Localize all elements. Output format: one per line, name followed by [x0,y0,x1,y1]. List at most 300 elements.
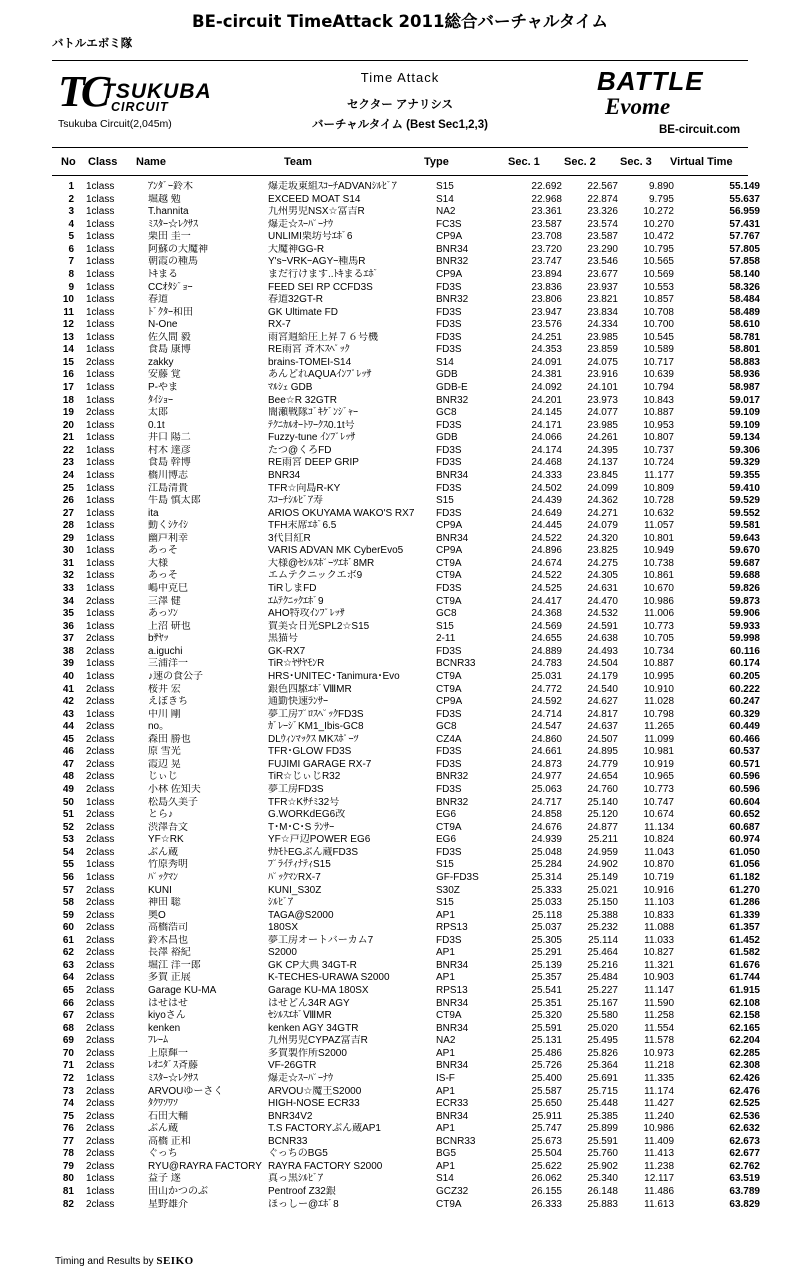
cell-sec3: 10.565 [643,256,674,268]
table-row [52,721,760,734]
cell-sec1: 24.674 [531,557,562,569]
cell-sec1: 24.445 [531,520,562,532]
cell-type: CP9A [436,696,463,708]
cell-team: 3代目紅R [268,532,311,544]
table-row [52,319,760,332]
cell-type: RPS13 [436,922,468,934]
cell-virtual-time: 61.270 [729,884,760,896]
cell-sec3: 10.887 [643,658,674,670]
cell-sec1: 24.522 [531,570,562,582]
cell-sec3: 10.670 [643,583,674,594]
cell-type: FD3S [436,344,462,356]
cell-no: 82 [62,1198,74,1210]
cell-team: KUNI_S30Z [268,884,322,896]
table-row [52,897,760,910]
cell-name: ぐっち [148,1148,178,1160]
table-header-rule [52,175,748,176]
cell-sec3: 10.794 [643,382,674,393]
cell-name: ♪速の食公子 [148,670,203,682]
table-row [52,1199,760,1212]
cell-type: FD3S [436,482,462,494]
cell-sec2: 25.114 [588,934,618,946]
cell-class: 1class [86,859,115,871]
cell-type: BNR34 [436,532,469,544]
cell-sec2: 23.985 [587,331,618,343]
table-row [52,596,760,609]
cell-virtual-time: 61.915 [729,985,760,996]
table-row [52,533,760,546]
table-row [52,520,760,533]
cell-sec2: 23.859 [587,344,618,356]
table-row [52,834,760,847]
table-row [52,369,760,382]
cell-class: 1class [86,658,115,670]
cell-sec1: 24.714 [531,708,562,720]
cell-class: 1class [86,432,115,444]
cell-sec3: 11.409 [644,1135,674,1147]
header-rule [52,60,748,61]
cell-name: 橋川博志 [148,469,188,481]
cell-name: 渋澤吾文 [148,821,188,833]
cell-virtual-time: 59.134 [729,432,760,444]
cell-virtual-time: 56.959 [729,206,760,218]
cell-team: 大様@ｾｼﾙｽﾎﾟｰﾂｴﾎﾞ8MR [268,557,375,569]
cell-name: ﾐｽﾀｰ☆ﾚｸｻｽ [148,218,198,230]
cell-virtual-time: 58.936 [729,369,760,381]
table-row [52,1098,760,1111]
cell-no: 77 [62,1135,74,1147]
table-row [52,470,760,483]
cell-type: S15 [436,495,454,507]
cell-virtual-time: 60.466 [729,733,760,745]
cell-name: a.iguchi [148,645,183,657]
cell-sec3: 10.973 [643,1047,674,1059]
cell-sec1: 24.858 [531,809,562,821]
cell-no: 24 [62,469,74,481]
cell-no: 71 [62,1060,74,1072]
cell-no: 30 [62,545,74,557]
table-row [52,382,760,395]
table-row [52,985,760,998]
cell-class: 1class [86,469,115,481]
cell-type: CT9A [436,557,462,569]
col-virtual-time: Virtual Time [670,156,733,168]
cell-sec2: 25.149 [587,871,618,883]
cell-no: 81 [62,1186,74,1197]
cell-name: じぃじ [148,771,178,783]
cell-no: 12 [62,319,74,331]
cell-type: FD3S [436,457,462,469]
cell-no: 49 [62,784,74,795]
cell-sec1: 24.939 [531,834,562,846]
cell-sec3: 11.321 [644,959,674,971]
cell-class: 1class [86,545,115,557]
table-row [52,1023,760,1036]
cell-class: 2class [86,1160,115,1172]
cell-virtual-time: 58.987 [729,382,760,393]
cell-name: 高橋 正和 [148,1135,191,1147]
cell-name: とら♪ [148,809,173,821]
table-row [52,1060,760,1073]
cell-sec1: 23.576 [531,319,562,331]
cell-type: BNR34 [436,243,469,255]
cell-sec3: 10.809 [643,482,674,494]
cell-no: 70 [62,1047,74,1059]
cell-virtual-time: 63.789 [729,1186,760,1197]
cell-virtual-time: 62.285 [729,1047,760,1059]
cell-name: ﾀｸﾜｿﾜｿ [148,1098,178,1110]
table-row [52,671,760,684]
cell-no: 34 [62,595,74,607]
cell-type: IS-F [436,1072,455,1084]
table-row [52,1035,760,1048]
cell-no: 20 [62,419,74,431]
cell-virtual-time: 62.677 [729,1148,760,1160]
battle-evome-logo [595,66,745,142]
cell-sec3: 10.795 [643,243,674,255]
table-row [52,1136,760,1149]
cell-name: 堀江 洋一郎 [148,959,201,971]
cell-no: 66 [62,997,74,1009]
cell-type: GC8 [436,608,457,620]
table-row [52,194,760,207]
cell-no: 69 [62,1035,74,1047]
cell-team: ｽｺｰﾁｼﾙﾋﾞｱ寿 [268,495,323,507]
cell-class: 2class [86,997,115,1009]
cell-name: T.hannita [148,206,189,218]
cell-virtual-time: 59.306 [729,444,760,456]
cell-team: 真っ黒ｼﾙﾋﾞｱ [268,1173,323,1185]
cell-no: 59 [62,909,74,921]
cell-virtual-time: 57.805 [729,243,760,255]
cell-sec1: 22.692 [531,181,562,192]
cell-type: AP1 [436,1160,455,1172]
cell-sec2: 23.587 [587,231,618,243]
cell-team: TAGA@S2000 [268,909,334,921]
cell-sec3: 10.995 [643,670,674,682]
cell-type: AP1 [436,909,455,921]
cell-name: 動くｼｹｲｼ [148,520,188,532]
cell-name: zakky [148,356,174,368]
cell-type: CT9A [436,595,462,607]
cell-name: ﾊﾟｯｸﾏﾝ [148,871,178,883]
cell-name: no｡ [148,721,165,733]
cell-sec3: 10.545 [643,331,674,343]
cell-sec3: 11.554 [644,1022,674,1034]
cell-name: 竹原秀明 [148,859,188,871]
cell-name: 霞辺 晃 [148,758,181,770]
cell-no: 9 [68,281,74,293]
cell-virtual-time: 62.108 [729,997,760,1009]
cell-team: TiR☆ﾔｻﾔﾓﾝR [268,658,325,670]
cell-type: BNR32 [436,394,469,406]
cell-name: 小林 佐知夫 [148,784,201,795]
cell-sec1: 24.417 [531,595,562,607]
cell-type: NA2 [436,206,456,218]
cell-virtual-time: 61.744 [729,972,760,984]
cell-sec3: 11.177 [644,469,674,481]
cell-virtual-time: 58.801 [729,344,760,356]
cell-name: 中川 剛 [148,708,181,720]
cell-sec2: 23.677 [587,268,618,280]
cell-class: 1class [86,181,115,192]
cell-virtual-time: 60.571 [729,758,760,770]
cell-class: 1class [86,507,115,519]
cell-virtual-time: 59.109 [729,419,760,431]
cell-virtual-time: 60.116 [729,645,760,657]
cell-sec3: 10.887 [643,407,674,419]
table-row [52,847,760,860]
cell-class: 2class [86,784,115,795]
col-type: Type [424,156,449,168]
table-row [52,608,760,621]
cell-type: CP9A [436,231,463,243]
cell-class: 2class [86,1098,115,1110]
cell-sec2: 24.079 [587,520,618,532]
table-row [52,558,760,571]
cell-class: 1class [86,268,115,280]
table-row [52,709,760,722]
cell-team: K-TECHES-URAWA S2000 [268,972,390,984]
cell-class: 1class [86,419,115,431]
cell-type: GC8 [436,721,457,733]
table-row [52,1173,760,1186]
cell-team: TiR☆じぃじR32 [268,771,341,783]
cell-sec1: 25.587 [531,1085,562,1097]
cell-type: NA2 [436,1035,456,1047]
cell-sec3: 10.919 [643,758,674,770]
cell-sec1: 26.333 [531,1198,562,1210]
cell-no: 63 [62,959,74,971]
cell-sec2: 24.271 [587,507,618,519]
cell-team: 多賀製作所S2000 [268,1047,347,1059]
cell-sec3: 11.028 [644,696,674,708]
cell-sec2: 26.148 [587,1186,618,1197]
cell-no: 4 [68,218,74,230]
cell-class: 2class [86,922,115,934]
cell-virtual-time: 61.452 [729,934,760,946]
cell-sec2: 24.137 [587,457,618,469]
cell-type: S14 [436,193,454,205]
cell-class: 1class [86,457,115,469]
cell-no: 1 [68,181,74,192]
cell-sec2: 24.362 [587,495,618,507]
cell-class: 2class [86,809,115,821]
cell-sec1: 24.889 [531,645,562,657]
cell-team: S2000 [268,947,297,959]
cell-no: 43 [62,708,74,720]
cell-sec2: 25.591 [587,1135,618,1147]
cell-sec2: 24.334 [587,319,618,331]
cell-sec3: 10.553 [643,281,674,293]
footer-text: Timing and Results by [55,1256,154,1267]
table-row [52,746,760,759]
cell-class: 1class [86,256,115,268]
cell-sec2: 25.020 [587,1022,618,1034]
cell-sec2: 24.591 [587,620,618,632]
cell-sec1: 24.333 [531,469,562,481]
cell-class: 2class [86,821,115,833]
cell-type: EG6 [436,834,457,846]
cell-team: TFR☆向島R-KY [268,482,341,494]
cell-sec1: 24.873 [531,758,562,770]
cell-name: 牛島 慎太郎 [148,495,201,507]
cell-sec1: 25.118 [532,909,562,921]
cell-sec2: 23.985 [587,419,618,431]
cell-sec1: 23.708 [531,231,562,243]
cell-sec3: 10.798 [643,708,674,720]
cell-type: BNR32 [436,796,469,808]
cell-no: 14 [62,344,74,356]
cell-sec2: 24.637 [587,721,618,733]
table-row [52,621,760,634]
cell-sec1: 25.139 [531,959,562,971]
cell-class: 2class [86,846,115,858]
cell-type: FD3S [436,934,462,946]
cell-sec1: 25.333 [531,884,562,896]
cell-virtual-time: 60.974 [729,834,760,846]
cell-name: 大様 [148,557,168,569]
cell-class: 2class [86,733,115,745]
cell-type: FC3S [436,218,462,230]
cell-sec1: 24.661 [531,746,562,758]
cell-sec3: 10.717 [643,356,674,368]
cell-no: 28 [62,520,74,532]
cell-team: RAYRA FACTORY S2000 [268,1160,383,1172]
cell-no: 17 [62,382,74,393]
cell-virtual-time: 57.767 [729,231,760,243]
cell-class: 2class [86,645,115,657]
cell-name: 阿蘇の大魔神 [148,243,208,255]
cell-sec2: 25.120 [587,809,618,821]
cell-sec3: 11.238 [644,1160,674,1172]
cell-sec1: 25.747 [531,1123,562,1135]
cell-name: 食島 幹博 [148,457,191,469]
cell-sec1: 25.033 [531,897,562,909]
cell-sec3: 10.632 [643,507,674,519]
cell-team: GK CP大典 34GT-R [268,959,357,971]
cell-team: 夢工房オートバーカム7 [268,934,374,946]
cell-sec3: 10.953 [643,419,674,431]
cell-sec2: 23.916 [587,369,618,381]
table-row [52,570,760,583]
cell-type: BNR32 [436,294,469,306]
cell-name: 長澤 裕紀 [148,947,191,959]
cell-team: ARIOS OKUYAMA WAKO'S RX7 [268,507,415,519]
cell-virtual-time: 60.687 [729,821,760,833]
cell-type: AP1 [436,947,455,959]
cell-type: AP1 [436,1047,455,1059]
cell-type: EG6 [436,809,457,821]
cell-class: 2class [86,758,115,770]
table-row [52,495,760,508]
cell-virtual-time: 61.050 [729,846,760,858]
cell-sec1: 25.911 [532,1110,562,1122]
cell-name: ﾄﾞｸﾀｰ和田 [148,306,193,318]
cell-sec3: 11.043 [644,846,674,858]
cell-virtual-time: 61.056 [729,859,760,871]
cell-virtual-time: 59.906 [729,608,760,620]
table-row [52,922,760,935]
cell-team: FUJIMI GARAGE RX-7 [268,758,372,770]
table-row [52,646,760,659]
cell-sec2: 24.275 [587,557,618,569]
cell-type: RPS13 [436,985,468,996]
cell-class: 2class [86,356,115,368]
cell-class: 1class [86,796,115,808]
cell-name: 三浦洋一 [148,658,188,670]
cell-name: 春道 [148,294,168,306]
cell-sec2: 24.654 [587,771,618,783]
cell-sec2: 22.874 [587,193,618,205]
cell-sec1: 25.541 [531,985,562,996]
cell-sec2: 25.495 [587,1035,618,1047]
cell-type: S14 [436,1173,454,1185]
cell-type: CT9A [436,670,462,682]
cell-class: 1class [86,382,115,393]
cell-sec3: 10.589 [643,344,674,356]
cell-no: 54 [62,846,74,858]
cell-sec2: 25.826 [587,1047,618,1059]
cell-no: 21 [62,432,74,444]
cell-sec1: 24.439 [531,495,562,507]
team-subtitle: バトルエボミ隊 [52,36,133,50]
col-name: Name [136,156,166,168]
cell-sec2: 22.567 [587,181,618,192]
cell-sec2: 24.540 [587,683,618,695]
table-row [52,1111,760,1124]
cell-virtual-time: 58.140 [729,268,760,280]
cell-sec2: 24.101 [587,382,618,393]
table-row [52,583,760,596]
cell-sec1: 22.968 [531,193,562,205]
cell-type: S15 [436,859,454,871]
table-row [52,357,760,370]
table-row [52,633,760,646]
cell-sec1: 23.720 [531,243,562,255]
cell-class: 2class [86,834,115,846]
table-row [52,545,760,558]
cell-sec1: 24.772 [531,683,562,695]
table-row [52,1148,760,1161]
cell-virtual-time: 60.537 [729,746,760,758]
cell-name: はせはせ [148,997,188,1009]
cell-sec1: 24.783 [531,658,562,670]
cell-name: 村木 達彦 [148,444,191,456]
cell-name: 松島久美子 [148,796,198,808]
cell-class: 1class [86,871,115,883]
cell-team: ｾｼﾙｽｴﾎﾞⅧMR [268,1010,332,1022]
logo-circuit-text: CIRCUIT [111,100,169,114]
cell-sec3: 10.734 [643,645,674,657]
report-title: Time Attack [360,70,440,85]
cell-type: GDB-E [436,382,468,393]
cell-class: 1class [86,583,115,594]
logo-tsukuba-text: TSUKUBA [102,80,212,103]
report-description: バーチャルタイム (Best Sec1,2,3) [312,119,488,131]
cell-team: VF-26GTR [268,1060,317,1072]
cell-team: あんどれAQUAｲﾝﾌﾟﾚｯｻ [268,369,372,381]
cell-sec3: 10.965 [643,771,674,783]
table-row [52,797,760,810]
cell-type: FD3S [436,784,462,795]
cell-no: 15 [62,356,74,368]
table-row [52,282,760,295]
cell-team: EXCEED MOAT S14 [268,193,361,205]
cell-no: 79 [62,1160,74,1172]
cell-no: 23 [62,457,74,469]
cell-type: BNR32 [436,771,469,783]
